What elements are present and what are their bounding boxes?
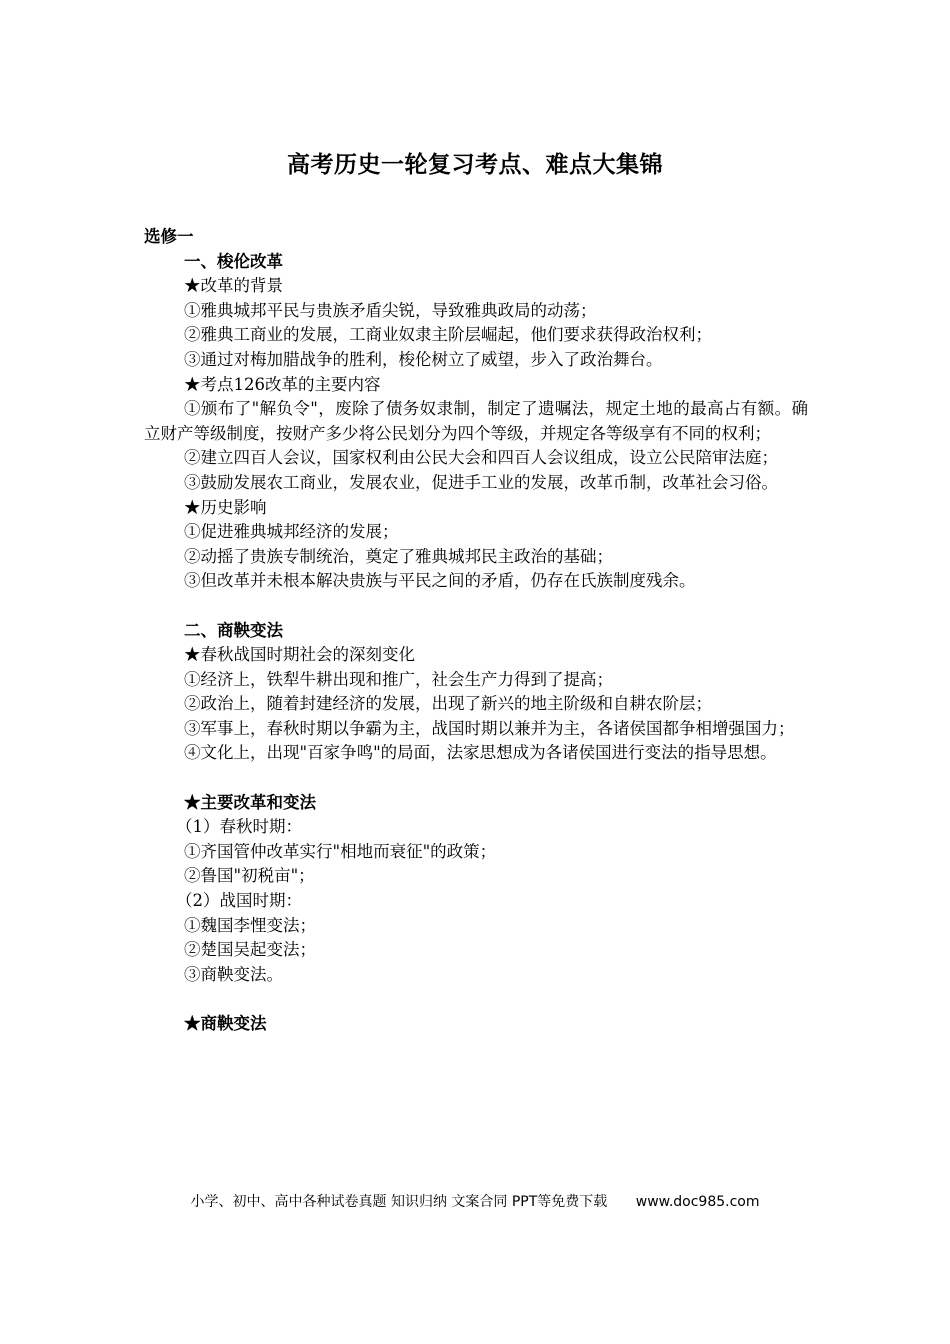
part1-content-item: ③鼓励发展农工商业，发展农业，促进手工业的发展，改革币制，改革社会习俗。 bbox=[184, 472, 778, 492]
warring-states-item: ③商鞅变法。 bbox=[184, 964, 283, 984]
page-footer bbox=[0, 1191, 950, 1211]
spacer bbox=[144, 987, 808, 1012]
part1-background-item: ③通过对梅加腊战争的胜利，梭伦树立了威望，步入了政治舞台。 bbox=[184, 349, 663, 369]
part1-content-item: ①颁布了"解负令"，废除了债务奴隶制，制定了遗嘱法，规定土地的最高占有额。确立财产等级制度，按财产多少将公民划分为四个等级，并规定各等级享有不同的权利； bbox=[144, 399, 808, 443]
part2-change-item: ④文化上，出现"百家争鸣"的局面，法家思想成为各诸侯国进行变法的指导思想。 bbox=[184, 743, 777, 763]
part1-impact-item: ②动摇了贵族专制统治，奠定了雅典城邦民主政治的基础； bbox=[184, 546, 613, 566]
part1-impact-heading: ★历史影响 bbox=[184, 497, 267, 517]
spring-autumn-item: ②鲁国"初税亩"； bbox=[184, 866, 315, 886]
footer-text: 小学、初中、高中各种试卷真题 知识归纳 文案合同 PPT等免费下载 bbox=[190, 1194, 608, 1210]
part2-change-item: ③军事上，春秋时期以争霸为主，战国时期以兼并为主，各诸侯国都争相增强国力； bbox=[184, 718, 795, 738]
part2-reforms-heading: ★主要改革和变法 bbox=[184, 792, 316, 812]
document-title: 高考历史一轮复习考点、难点大集锦 bbox=[287, 151, 663, 178]
section-label: 选修一 bbox=[144, 227, 194, 246]
spacer bbox=[144, 594, 808, 619]
part2-heading: 二、商鞅变法 bbox=[184, 620, 283, 640]
spring-autumn-item: ①齐国管仲改革实行"相地而衰征"的政策； bbox=[184, 841, 497, 861]
warring-states-item: ②楚国吴起变法； bbox=[184, 940, 316, 960]
part1-background-item: ②雅典工商业的发展，工商业奴隶主阶层崛起，他们要求获得政治权利； bbox=[184, 325, 712, 345]
footer-url[interactable]: www.doc985.com bbox=[635, 1194, 760, 1210]
part1-impact-item: ①促进雅典城邦经济的发展； bbox=[184, 522, 399, 542]
part2-change-item: ②政治上，随着封建经济的发展，出现了新兴的地主阶级和自耕农阶层； bbox=[184, 694, 712, 714]
part1-background-heading: ★改革的背景 bbox=[184, 276, 283, 296]
part1-content-item: ②建立四百人会议，国家权利由公民大会和四百人会议组成，设立公民陪审法庭； bbox=[184, 448, 778, 468]
part2-change-heading: ★春秋战国时期社会的深刻变化 bbox=[184, 645, 415, 665]
shang-yang-heading: ★商鞅变法 bbox=[184, 1014, 267, 1033]
warring-states-label: （2）战国时期： bbox=[176, 891, 302, 911]
part1-background-item: ①雅典城邦平民与贵族矛盾尖锐，导致雅典政局的动荡； bbox=[184, 300, 597, 320]
warring-states-item: ①魏国李悝变法； bbox=[184, 915, 316, 935]
spacer bbox=[144, 766, 808, 791]
part2-change-item: ①经济上，铁犁牛耕出现和推广，社会生产力得到了提高； bbox=[184, 669, 613, 689]
part1-impact-item: ③但改革并未根本解决贵族与平民之间的矛盾，仍存在氏族制度残余。 bbox=[184, 571, 696, 591]
spring-autumn-label: （1）春秋时期： bbox=[176, 817, 302, 837]
part1-heading: 一、梭伦改革 bbox=[184, 251, 283, 271]
part1-content-heading: ★考点126改革的主要内容 bbox=[184, 374, 381, 394]
document-body bbox=[144, 225, 808, 1037]
